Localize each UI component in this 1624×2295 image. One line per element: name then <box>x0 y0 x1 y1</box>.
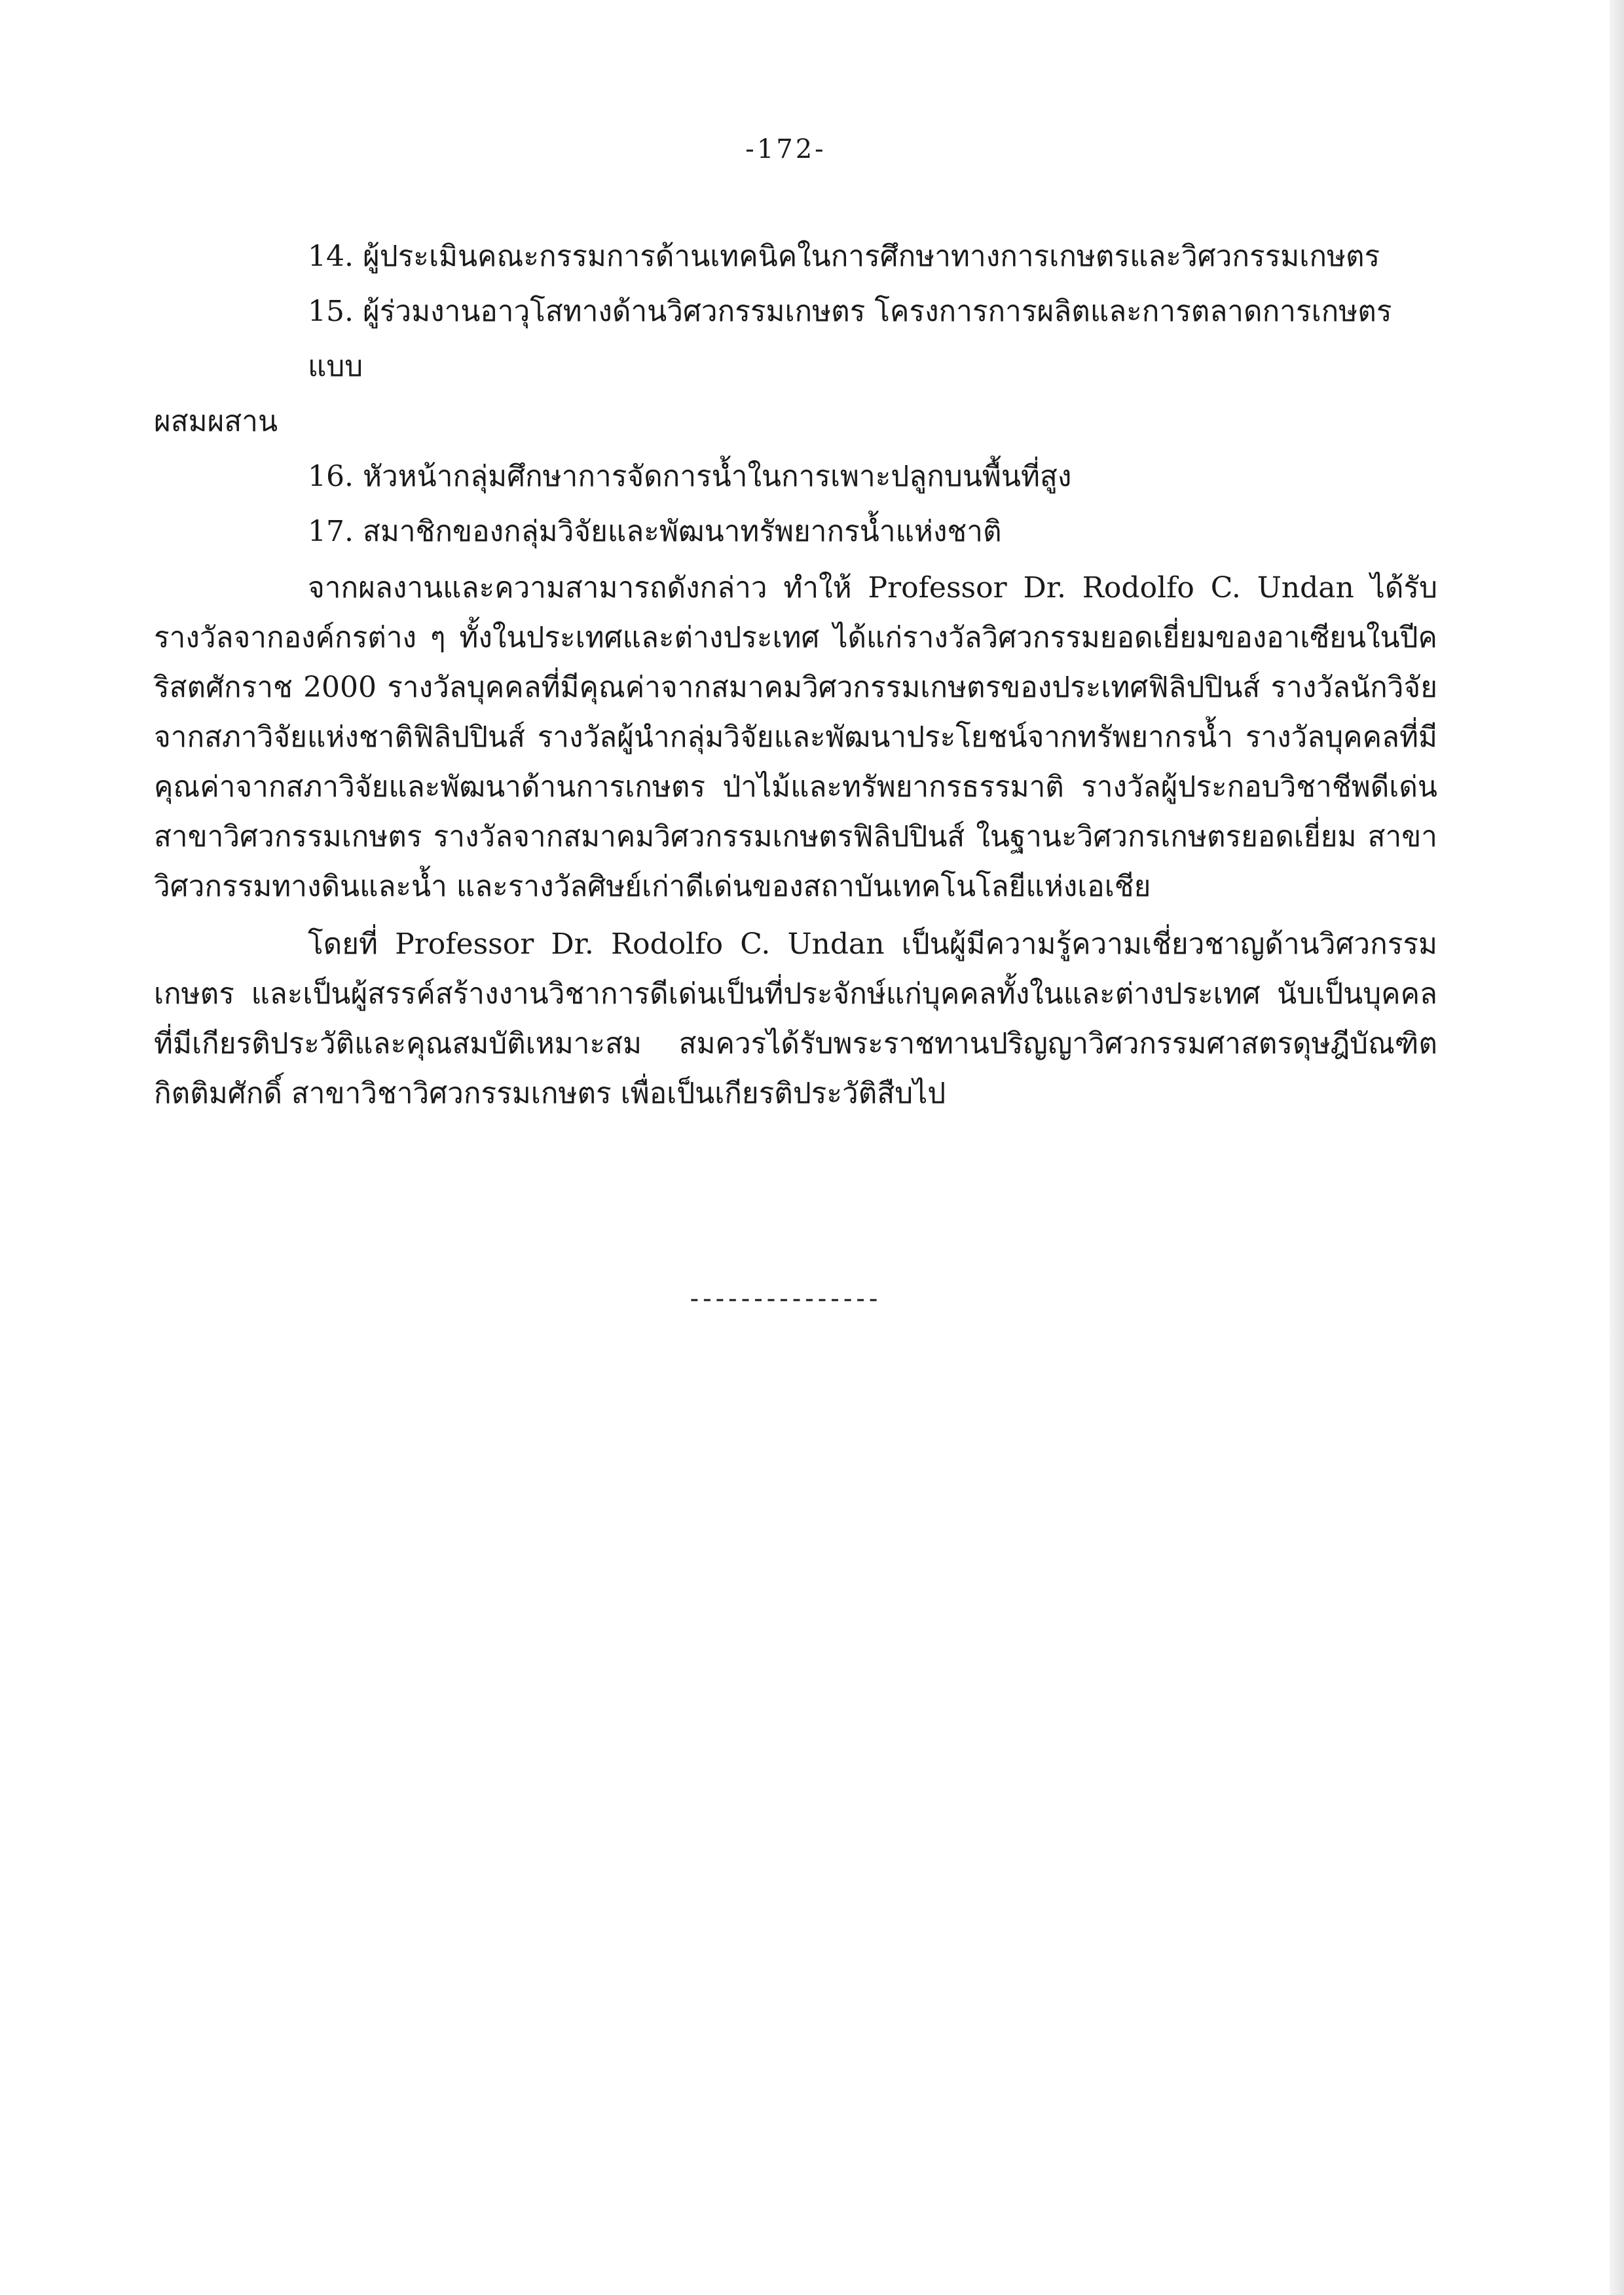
page-number: -172- <box>745 134 826 164</box>
list-item <box>154 229 1437 284</box>
end-divider: --------------- <box>690 1284 882 1314</box>
list-item <box>154 449 1437 504</box>
list-item-continuation: ผสมผสาน <box>154 405 278 438</box>
list-item-text: 14. ผู้ประเมินคณะกรรมการด้านเทคนิคในการศึกษาทางการเกษตรและวิศวกรรมเกษตร <box>308 240 1380 273</box>
list-item-text: 15. ผู้ร่วมงานอาวุโสทางด้านวิศวกรรมเกษตร โครงการการผลิตและการตลาดการเกษตรแบบ <box>308 295 1392 383</box>
list-item <box>154 504 1437 559</box>
page-edge-shadow <box>1610 0 1624 2295</box>
conclusion-paragraph: โดยที่ Professor Dr. Rodolfo C. Undan เป็นผู้มีความรู้ความเชี่ยวชาญด้านวิศวกรรมเกษตร และเป็นผู้สรรค์สร้างงานวิชาการดีเด่นเป็นที่ประจักษ์แก่บุคคลทั้งในและต่างประเทศ นับเป็นบุคคลที่มีเกียรติประวัติและคุณสมบัติเหมาะสม สมควรได้รับพระราชทานปริญญาวิศวกรรมศาสตรดุษฎีบัณฑิตกิตติมศักดิ์ สาขาวิชาวิศวกรรมเกษตร เพื่อเป็นเกียรติประวัติสืบไป <box>154 927 1437 1110</box>
list-item-text: 16. หัวหน้ากลุ่มศึกษาการจัดการน้ำในการเพาะปลูกบนพื้นที่สูง <box>308 460 1072 493</box>
body-text <box>154 563 1437 1127</box>
list-item <box>154 284 1437 449</box>
credentials-list <box>154 229 1437 559</box>
list-item-text: 17. สมาชิกของกลุ่มวิจัยและพัฒนาทรัพยากรน้ำแห่งชาติ <box>308 515 1002 548</box>
awards-paragraph: จากผลงานและความสามารถดังกล่าว ทำให้ Professor Dr. Rodolfo C. Undan ได้รับรางวัลจากองค์กรต่าง ๆ ทั้งในประเทศและต่างประเทศ ได้แก่รางวัลวิศวกรรมยอดเยี่ยมของอาเซียนในปีคริสตศักราช 2000 รางวัลบุคคลที่มีคุณค่าจากสมาคมวิศวกรรมเกษตรของประเทศฟิลิปปินส์ รางวัลนักวิจัยจากสภาวิจัยแห่งชาติฟิลิปปินส์ รางวัลผู้นำกลุ่มวิจัยและพัฒนาประโยชน์จากทรัพยากรน้ำ รางวัลบุคคลที่มีคุณค่าจากสภาวิจัยและพัฒนาด้านการเกษตร ป่าไม้และทรัพยากรธรรมาติ รางวัลผู้ประกอบวิชาชีพดีเด่น สาขาวิศวกรรมเกษตร รางวัลจากสมาคมวิศวกรรมเกษตรฟิลิปปินส์ ในฐานะวิศวกรเกษตรยอดเยี่ยม สาขาวิศวกรรมทางดินและน้ำ และรางวัลศิษย์เก่าดีเด่นของสถาบันเทคโนโลยีแห่งเอเชีย <box>154 571 1437 903</box>
